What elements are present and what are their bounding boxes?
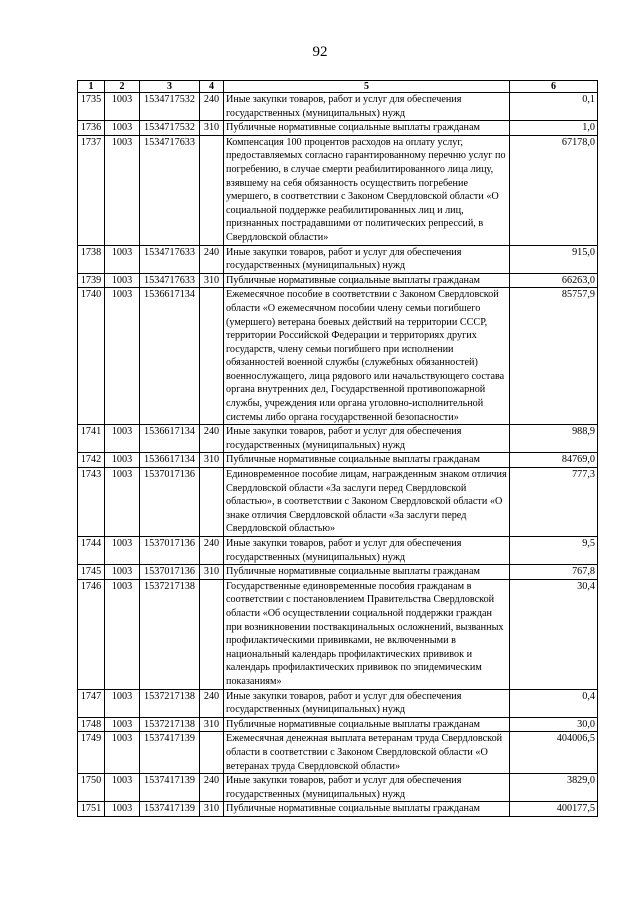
expense-kind-cell: 310 [200, 273, 224, 288]
amount-cell: 915,0 [510, 245, 598, 273]
amount-cell: 30,4 [510, 579, 598, 689]
section-code-cell: 1003 [105, 579, 140, 689]
description-cell: Единовременное пособие лицам, награжденным знаком отличия Свердловской области «За заслуги перед Свердловской областью», в соответствии с Законом Свердловской области «О знаке отличия Свердловской области «За заслуги перед Свердловской областью» [224, 468, 510, 537]
target-code-cell: 1537017136 [140, 468, 200, 537]
table-body [78, 93, 598, 817]
amount-cell: 0,1 [510, 93, 598, 121]
section-code-cell: 1003 [105, 537, 140, 565]
target-code-cell: 1534717633 [140, 273, 200, 288]
table-row [78, 774, 598, 802]
row-number-cell: 1743 [78, 468, 105, 537]
section-code-cell: 1003 [105, 453, 140, 468]
row-number-cell: 1742 [78, 453, 105, 468]
section-code-cell: 1003 [105, 732, 140, 774]
target-code-cell: 1537017136 [140, 537, 200, 565]
expense-kind-cell: 240 [200, 689, 224, 717]
description-cell: Иные закупки товаров, работ и услуг для обеспечения государственных (муниципальных) нужд [224, 245, 510, 273]
expense-kind-cell: 310 [200, 121, 224, 136]
column-header: 5 [224, 81, 510, 93]
target-code-cell: 1536617134 [140, 288, 200, 425]
section-code-cell: 1003 [105, 468, 140, 537]
target-code-cell: 1534717532 [140, 93, 200, 121]
amount-cell: 1,0 [510, 121, 598, 136]
section-code-cell: 1003 [105, 689, 140, 717]
expense-kind-cell [200, 288, 224, 425]
section-code-cell: 1003 [105, 774, 140, 802]
table-row [78, 717, 598, 732]
section-code-cell: 1003 [105, 273, 140, 288]
section-code-cell: 1003 [105, 121, 140, 136]
amount-cell: 404006,5 [510, 732, 598, 774]
column-header: 6 [510, 81, 598, 93]
column-header: 1 [78, 81, 105, 93]
expense-kind-cell: 310 [200, 802, 224, 817]
target-code-cell: 1534717532 [140, 121, 200, 136]
expense-kind-cell: 310 [200, 717, 224, 732]
target-code-cell: 1536617134 [140, 453, 200, 468]
description-cell: Иные закупки товаров, работ и услуг для обеспечения государственных (муниципальных) нужд [224, 537, 510, 565]
row-number-cell: 1741 [78, 425, 105, 453]
table-row [78, 468, 598, 537]
section-code-cell: 1003 [105, 565, 140, 580]
row-number-cell: 1749 [78, 732, 105, 774]
table-row [78, 732, 598, 774]
row-number-cell: 1740 [78, 288, 105, 425]
table-row [78, 288, 598, 425]
description-cell: Публичные нормативные социальные выплаты гражданам [224, 717, 510, 732]
row-number-cell: 1737 [78, 135, 105, 245]
amount-cell: 67178,0 [510, 135, 598, 245]
row-number-cell: 1746 [78, 579, 105, 689]
row-number-cell: 1747 [78, 689, 105, 717]
section-code-cell: 1003 [105, 717, 140, 732]
section-code-cell: 1003 [105, 802, 140, 817]
table-row [78, 135, 598, 245]
description-cell: Иные закупки товаров, работ и услуг для обеспечения государственных (муниципальных) нужд [224, 774, 510, 802]
description-cell: Государственные единовременные пособия гражданам в соответствии с постановлением Правительства Свердловской области «Об осуществлении социальной поддержки граждан при возникновении поствакцинальных осложнений, вызванных профилактическими прививками, не включенными в национальный календарь профилактических прививок и календарь профилактических прививок по эпидемическим показаниям» [224, 579, 510, 689]
row-number-cell: 1736 [78, 121, 105, 136]
description-cell: Ежемесячное пособие в соответствии с Законом Свердловской области «О ежемесячном пособии члену семьи погибшего (умершего) ветерана боевых действий на территории СССР, территории Российской Федерации и территориях других государств, члену семьи погибшего при исполнении обязанностей военной службы (служебных обязанностей) военнослужащего, лица рядового или начальствующего состава органа внутренних дел, Государственной противопожарной службы, учреждения или органа уголовно-исполнительной системы либо органа государственной безопасности» [224, 288, 510, 425]
table-row [78, 121, 598, 136]
amount-cell: 84769,0 [510, 453, 598, 468]
section-code-cell: 1003 [105, 93, 140, 121]
description-cell: Ежемесячная денежная выплата ветеранам труда Свердловской области в соответствии с Законом Свердловской области «О ветеранах труда Свердловской области» [224, 732, 510, 774]
table-row [78, 273, 598, 288]
description-cell: Иные закупки товаров, работ и услуг для обеспечения государственных (муниципальных) нужд [224, 689, 510, 717]
expense-kind-cell: 240 [200, 537, 224, 565]
row-number-cell: 1744 [78, 537, 105, 565]
amount-cell: 85757,9 [510, 288, 598, 425]
row-number-cell: 1735 [78, 93, 105, 121]
row-number-cell: 1739 [78, 273, 105, 288]
target-code-cell: 1537217138 [140, 717, 200, 732]
expense-kind-cell: 240 [200, 245, 224, 273]
table-row [78, 453, 598, 468]
column-header: 2 [105, 81, 140, 93]
table-row [78, 579, 598, 689]
description-cell: Публичные нормативные социальные выплаты гражданам [224, 453, 510, 468]
table-row [78, 425, 598, 453]
table-row [78, 245, 598, 273]
table-row [78, 537, 598, 565]
target-code-cell: 1537017136 [140, 565, 200, 580]
table-header-row [78, 81, 598, 93]
description-cell: Иные закупки товаров, работ и услуг для обеспечения государственных (муниципальных) нужд [224, 93, 510, 121]
column-header: 4 [200, 81, 224, 93]
target-code-cell: 1534717633 [140, 135, 200, 245]
table-row [78, 93, 598, 121]
target-code-cell: 1537217138 [140, 579, 200, 689]
row-number-cell: 1745 [78, 565, 105, 580]
expense-kind-cell: 240 [200, 93, 224, 121]
description-cell: Публичные нормативные социальные выплаты гражданам [224, 565, 510, 580]
target-code-cell: 1534717633 [140, 245, 200, 273]
table-row [78, 802, 598, 817]
target-code-cell: 1537217138 [140, 689, 200, 717]
amount-cell: 0,4 [510, 689, 598, 717]
amount-cell: 3829,0 [510, 774, 598, 802]
description-cell: Иные закупки товаров, работ и услуг для обеспечения государственных (муниципальных) нужд [224, 425, 510, 453]
expense-kind-cell: 310 [200, 453, 224, 468]
amount-cell: 66263,0 [510, 273, 598, 288]
row-number-cell: 1748 [78, 717, 105, 732]
amount-cell: 777,3 [510, 468, 598, 537]
section-code-cell: 1003 [105, 288, 140, 425]
description-cell: Публичные нормативные социальные выплаты гражданам [224, 273, 510, 288]
table-row [78, 689, 598, 717]
row-number-cell: 1751 [78, 802, 105, 817]
budget-table [77, 80, 598, 817]
description-cell: Публичные нормативные социальные выплаты гражданам [224, 802, 510, 817]
expense-kind-cell: 240 [200, 774, 224, 802]
target-code-cell: 1537417139 [140, 802, 200, 817]
expense-kind-cell [200, 468, 224, 537]
amount-cell: 9,5 [510, 537, 598, 565]
page-number: 92 [312, 44, 328, 60]
amount-cell: 988,9 [510, 425, 598, 453]
expense-kind-cell: 310 [200, 565, 224, 580]
description-cell: Компенсация 100 процентов расходов на оплату услуг, предоставляемых согласно гарантированному перечню услуг по погребению, в случае смерти реабилитированного лица лицу, взявшему на себя обязанность осуществить погребение умершего, в соответствии с Законом Свердловской области «О социальной поддержке реабилитированных лиц и лиц, признанных пострадавшими от политических репрессий, в Свердловской области» [224, 135, 510, 245]
table-row [78, 565, 598, 580]
amount-cell: 30,0 [510, 717, 598, 732]
row-number-cell: 1750 [78, 774, 105, 802]
section-code-cell: 1003 [105, 425, 140, 453]
amount-cell: 400177,5 [510, 802, 598, 817]
target-code-cell: 1537417139 [140, 732, 200, 774]
row-number-cell: 1738 [78, 245, 105, 273]
expense-kind-cell: 240 [200, 425, 224, 453]
expense-kind-cell [200, 732, 224, 774]
target-code-cell: 1537417139 [140, 774, 200, 802]
section-code-cell: 1003 [105, 135, 140, 245]
description-cell: Публичные нормативные социальные выплаты гражданам [224, 121, 510, 136]
expense-kind-cell [200, 579, 224, 689]
section-code-cell: 1003 [105, 245, 140, 273]
column-header: 3 [140, 81, 200, 93]
amount-cell: 767,8 [510, 565, 598, 580]
target-code-cell: 1536617134 [140, 425, 200, 453]
expense-kind-cell [200, 135, 224, 245]
